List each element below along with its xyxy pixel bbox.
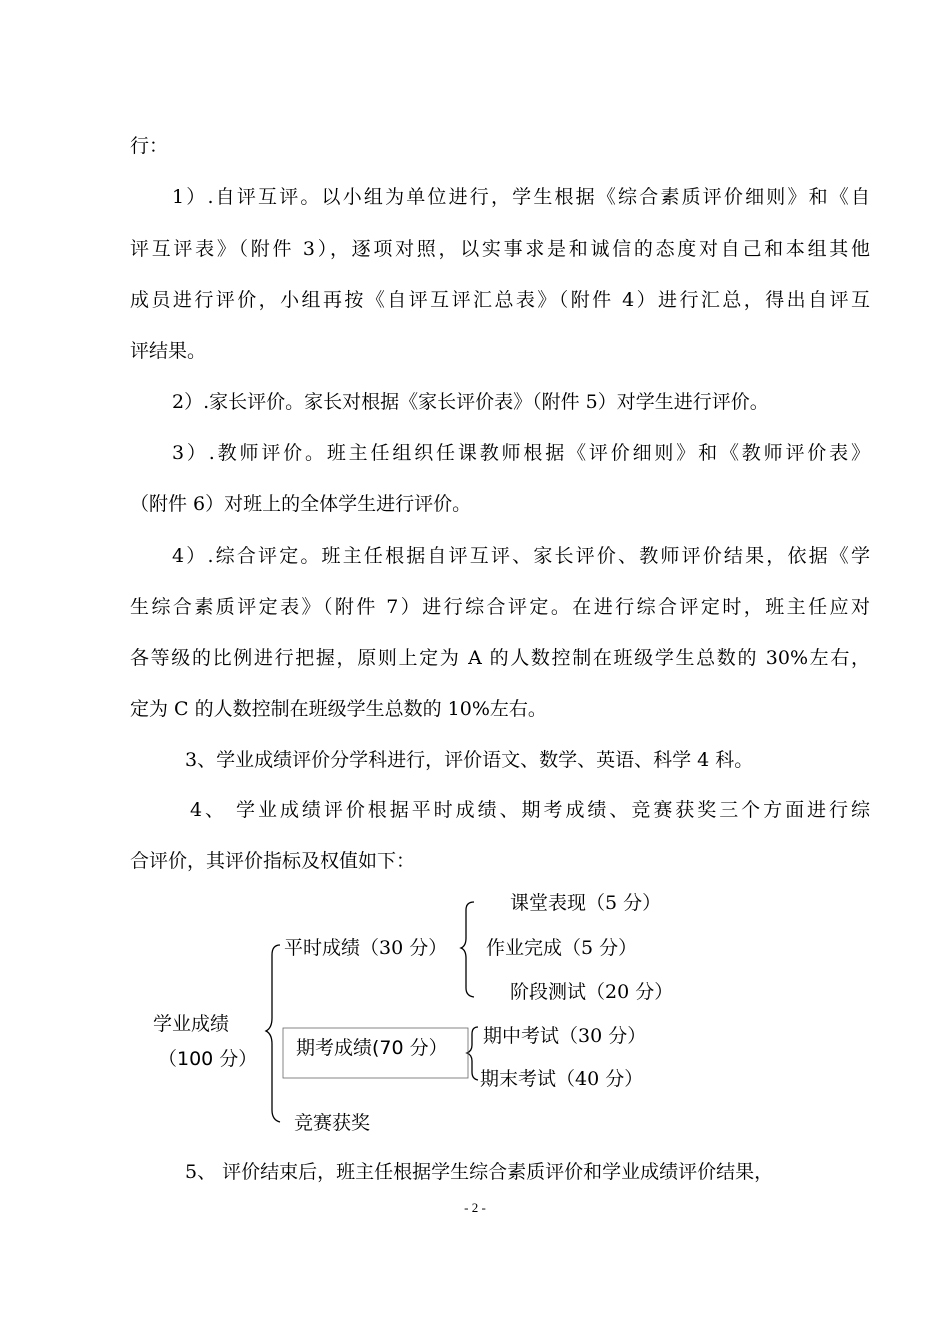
paragraph-line: （附件 6）对班上的全体学生进行评价。: [130, 493, 472, 515]
diagram-regular-item: 课堂表现（5 分）: [510, 892, 662, 914]
paragraph-line: 定为 C 的人数控制在班级学生总数的 10%左右。: [130, 698, 547, 720]
diagram-competition: 竞赛获奖: [294, 1112, 371, 1134]
paragraph-line: 3）.教师评价。班主任组织任课教师根据《评价细则》和《教师评价表》: [172, 442, 870, 464]
diagram-exam-item: 期中考试（30 分）: [483, 1025, 647, 1047]
paragraph-line: 合评价，其评价指标及权值如下：: [130, 850, 416, 872]
diagram-root-label: 学业成绩: [153, 1013, 230, 1035]
paragraph-line: 4、 学业成绩评价根据平时成绩、期考成绩、竞赛获奖三个方面进行综: [190, 799, 870, 821]
paragraph-line: 4）.综合评定。班主任根据自评互评、家长评价、教师评价结果，依据《学: [172, 545, 870, 567]
page-number: - 2 -: [464, 1200, 486, 1215]
diagram-regular-score: 平时成绩（30 分）: [284, 937, 448, 959]
paragraph-line: 成员进行评价，小组再按《自评互评汇总表》（附件 4）进行汇总，得出自评互: [130, 289, 870, 311]
diagram-root-points: （100 分）: [158, 1048, 258, 1070]
diagram-exam-score: 期考成绩(70 分）: [296, 1037, 448, 1059]
paragraph-line: 各等级的比例进行把握，原则上定为 A 的人数控制在班级学生总数的 30%左右，: [130, 647, 870, 669]
paragraph-line: 2）.家长评价。家长对根据《家长评价表》（附件 5）对学生进行评价。: [172, 391, 769, 413]
paragraph-line: 评结果。: [130, 340, 207, 362]
diagram-exam-item: 期末考试（40 分）: [480, 1068, 644, 1090]
diagram-regular-item: 作业完成（5 分）: [486, 937, 638, 959]
paragraph-line: 5、 评价结束后，班主任根据学生综合素质评价和学业成绩评价结果，: [185, 1161, 774, 1183]
paragraph-line: 3、学业成绩评价分学科进行，评价语文、数学、英语、科学 4 科。: [185, 749, 754, 771]
paragraph-line: 1）.自评互评。以小组为单位进行，学生根据《综合素质评价细则》和《自: [172, 186, 870, 208]
diagram-regular-item: 阶段测试（20 分）: [510, 981, 674, 1003]
paragraph-line: 行：: [130, 135, 169, 157]
paragraph-line: 评互评表》（附件 3），逐项对照，以实事求是和诚信的态度对自己和本组其他: [130, 238, 870, 260]
paragraph-line: 生综合素质评定表》（附件 7）进行综合评定。在进行综合评定时，班主任应对: [130, 596, 870, 618]
